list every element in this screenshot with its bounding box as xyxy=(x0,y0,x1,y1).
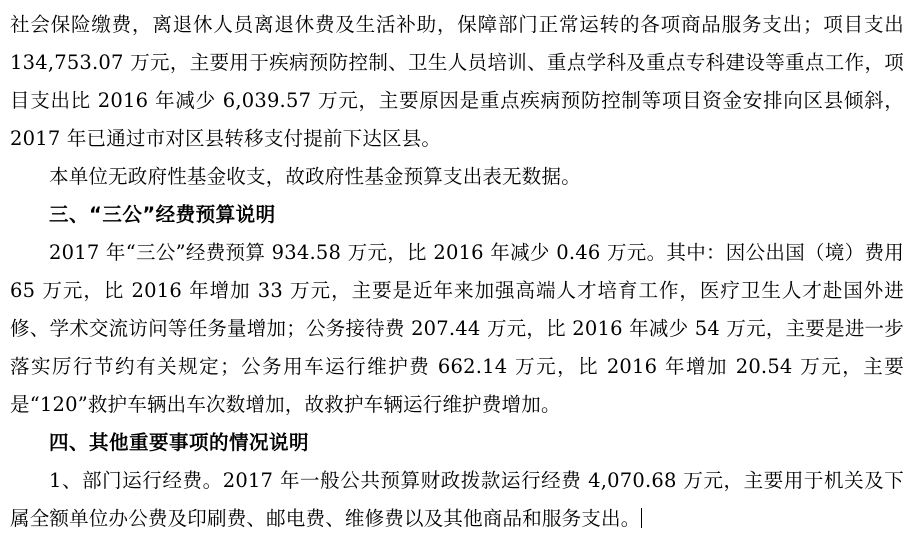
heading-other-important-matters: 四、其他重要事项的情况说明 xyxy=(49,431,310,454)
paragraph-three-public-detail: 2017 年“三公”经费预算 934.58 万元，比 2016 年减少 0.46 万元。其中：因公出国（境）费用 65 万元，比 2016 年增加 33 万元，主要是近年来加强高端人才培育工作，医疗卫生人才赴国外进修、学术交流访问等任务量增加；公务接待费 207.44 万元，比 2016 年减少 54 万元，主要是进一步落实厉行节约有关规定；公务用车运行维护费 662.14 万元，比 2016 年增加 20.54 万元，主要是“120”救护车辆出车次数增加，故救护车辆运行维护费增加。 xyxy=(10,241,904,416)
paragraph-fund-budget: 本单位无政府性基金收支，故政府性基金预算支出表无数据。 xyxy=(49,165,581,188)
text-cursor xyxy=(641,508,642,528)
paragraph-operating-expenses-text: 1、部门运行经费。2017 年一般公共预算财政拨款运行经费 4,070.68 万元，主要用于机关及下属全额单位办公费及印刷费、邮电费、维修费以及其他商品和服务支出。 xyxy=(10,469,904,530)
paragraph-continuation: 社会保险缴费，离退休人员离退休费及生活补助，保障部门正常运转的各项商品服务支出；项目支出 134,753.07 万元，主要用于疾病预防控制、卫生人员培训、重点学科及重点专科建设等重点工作，项目支出比 2016 年减少 6,039.57 万元，主要原因是重点疾病预防控制等项目资金安排向区县倾斜，2017 年已通过市对区县转移支付提前下达区县。 xyxy=(10,13,904,150)
paragraph-operating-expenses xyxy=(10,462,904,538)
heading-three-public-expenses: 三、“三公”经费预算说明 xyxy=(49,203,276,226)
